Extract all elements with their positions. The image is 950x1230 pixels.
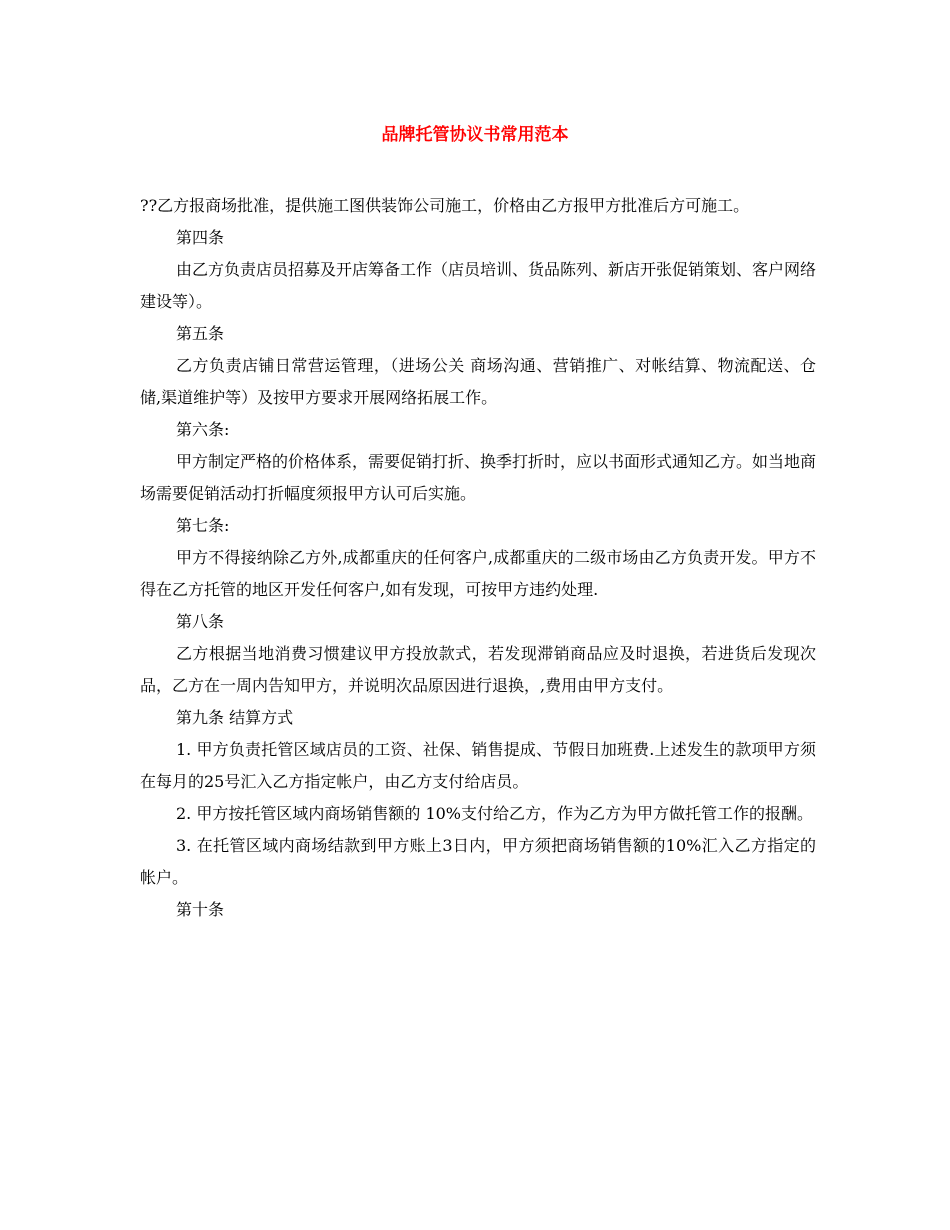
article-heading: 第四条 <box>176 228 225 247</box>
paragraph: 甲方不得接纳除乙方外,成都重庆的任何客户,成都重庆的二级市场由乙方负责开发。甲方不得在乙方托管的地区开发任何客户,如有发现，可按甲方违约处理. <box>140 548 816 599</box>
list-item: 1. 甲方负责托管区域店员的工资、社保、销售提成、节假日加班费.上述发生的款项甲方须在每月的25号汇入乙方指定帐户，由乙方支付给店员。 <box>140 740 816 791</box>
list-item: 2. 甲方按托管区域内商场销售额的 10%支付给乙方，作为乙方为甲方做托管工作的报酬。 <box>176 804 814 823</box>
paragraph: 由乙方负责店员招募及开店筹备工作（店员培训、货品陈列、新店开张促销策划、客户网络建设等）。 <box>140 260 817 311</box>
list-item: 3. 在托管区域内商场结款到甲方账上3日内，甲方须把商场销售额的10%汇入乙方指定的帐户。 <box>140 836 816 887</box>
paragraph: ??乙方报商场批准，提供施工图供装饰公司施工，价格由乙方报甲方批准后方可施工。 <box>140 196 750 215</box>
paragraph: 乙方根据当地消费习惯建议甲方投放款式，若发现滞销商品应及时退换，若进货后发现次品，乙方在一周内告知甲方，并说明次品原因进行退换，,费用由甲方支付。 <box>140 644 816 695</box>
article-heading: 第七条: <box>176 516 230 535</box>
article-heading: 第九条 结算方式 <box>176 708 294 727</box>
paragraph: 乙方负责店铺日常营运管理，（进场公关 商场沟通、营销推广、对帐结算、物流配送、仓储,渠道维护等）及按甲方要求开展网络拓展工作。 <box>140 356 816 407</box>
article-heading: 第十条 <box>176 900 225 919</box>
document-title: 品牌托管协议书常用范本 <box>381 125 569 145</box>
article-heading: 第五条 <box>176 324 225 343</box>
paragraph: 甲方制定严格的价格体系，需要促销打折、换季打折时，应以书面形式通知乙方。如当地商场需要促销活动打折幅度须报甲方认可后实施。 <box>140 452 817 503</box>
article-heading: 第八条 <box>176 612 225 631</box>
article-heading: 第六条: <box>176 420 230 439</box>
document-body <box>140 190 816 926</box>
